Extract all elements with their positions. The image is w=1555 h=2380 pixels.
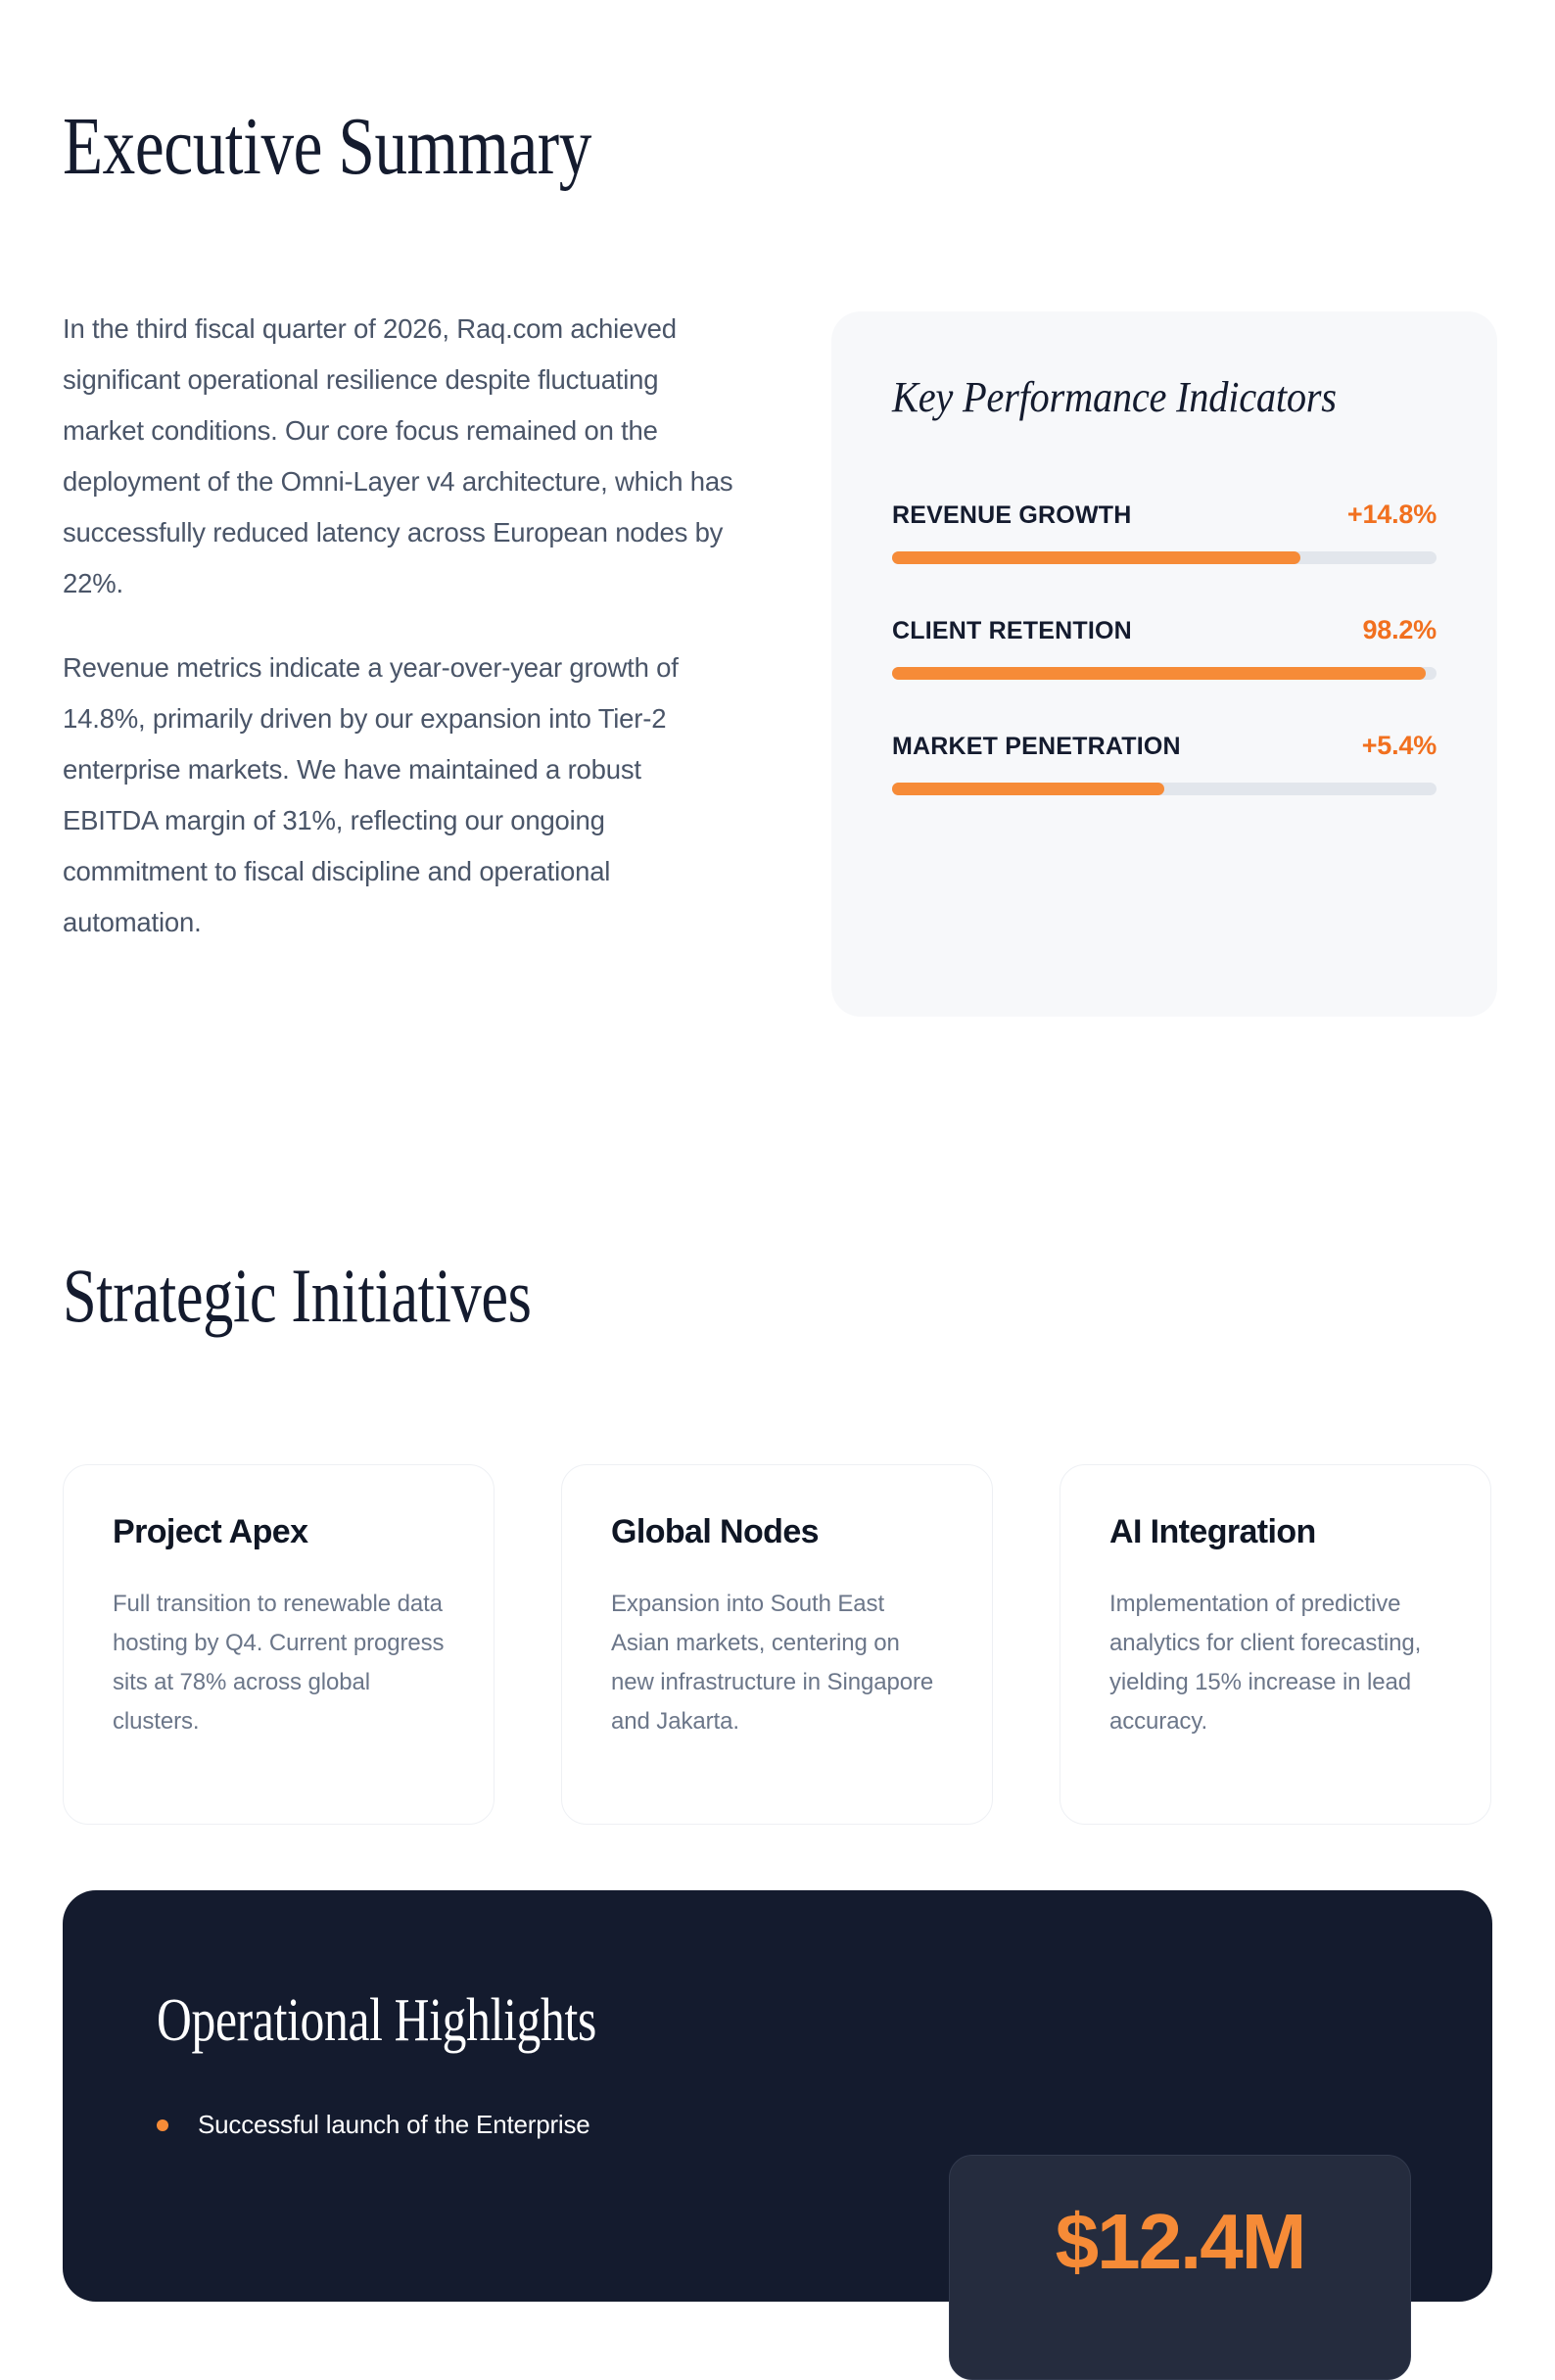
kpi-progress-track <box>892 667 1437 680</box>
kpi-row <box>892 615 1437 680</box>
list-item-label: Successful launch of the Enterprise <box>198 2110 590 2139</box>
kpi-label: CLIENT RETENTION <box>892 617 1132 644</box>
exec-paragraph-2: Revenue metrics indicate a year-over-year growth of 14.8%, primarily driven by our expansion into Tier-2 enterprise markets. We have maintained a robust EBITDA margin of 31%, reflecting our ongoing commitment to fiscal discipline and operational automation. <box>63 652 679 937</box>
kpi-value: +14.8% <box>1346 500 1437 529</box>
headline-stat-card <box>949 2155 1411 2380</box>
initiative-card[interactable] <box>63 1464 495 1825</box>
initiative-cards-row <box>63 1464 1492 1825</box>
kpi-row <box>892 500 1437 564</box>
kpi-value: +5.4% <box>1361 731 1437 760</box>
operational-highlights-list <box>157 2104 842 2170</box>
strategic-initiatives-title: Strategic Initiatives <box>63 1253 532 1338</box>
operational-highlights-panel <box>63 1890 1492 2302</box>
kpi-value: 98.2% <box>1362 615 1437 644</box>
kpi-row-header <box>892 731 1437 761</box>
initiative-card-title: AI Integration <box>1109 1513 1316 1550</box>
kpi-row-header <box>892 500 1437 530</box>
initiative-card[interactable] <box>561 1464 993 1825</box>
list-item <box>157 2104 842 2145</box>
initiative-card[interactable] <box>1060 1464 1491 1825</box>
kpi-label: MARKET PENETRATION <box>892 733 1181 760</box>
kpi-row-header <box>892 615 1437 645</box>
initiative-card-body: Implementation of predictive analytics for client forecasting, yielding 15% increase in lead accuracy. <box>1109 1591 1422 1735</box>
initiative-card-body: Full transition to renewable data hosting by Q4. Current progress sits at 78% across global clusters. <box>113 1591 445 1735</box>
kpi-progress-fill <box>892 667 1426 680</box>
initiative-card-body: Expansion into South East Asian markets, centering on new infrastructure in Singapore and Jakarta. <box>611 1591 934 1735</box>
headline-stat-value: $12.4M <box>1055 2198 1305 2285</box>
kpi-row <box>892 731 1437 795</box>
executive-summary-text <box>63 304 738 948</box>
page-title: Executive Summary <box>63 101 591 192</box>
kpi-progress-fill <box>892 783 1164 795</box>
kpi-progress-fill <box>892 551 1300 564</box>
bullet-dot-icon <box>157 2119 168 2131</box>
initiative-card-title: Project Apex <box>113 1513 308 1550</box>
kpi-card <box>831 311 1497 1017</box>
kpi-card-title: Key Performance Indicators <box>892 373 1337 421</box>
exec-paragraph-1: In the third fiscal quarter of 2026, Raq.com achieved significant operational resilience despite fluctuating market conditions. Our core focus remained on the deployment of the Omni-Layer v4 architecture, which has successfully reduced latency across European nodes by 22%. <box>63 313 733 598</box>
kpi-progress-track <box>892 551 1437 564</box>
operational-highlights-title: Operational Highlights <box>157 1987 596 2054</box>
kpi-progress-track <box>892 783 1437 795</box>
initiative-card-title: Global Nodes <box>611 1513 819 1550</box>
kpi-label: REVENUE GROWTH <box>892 501 1132 529</box>
